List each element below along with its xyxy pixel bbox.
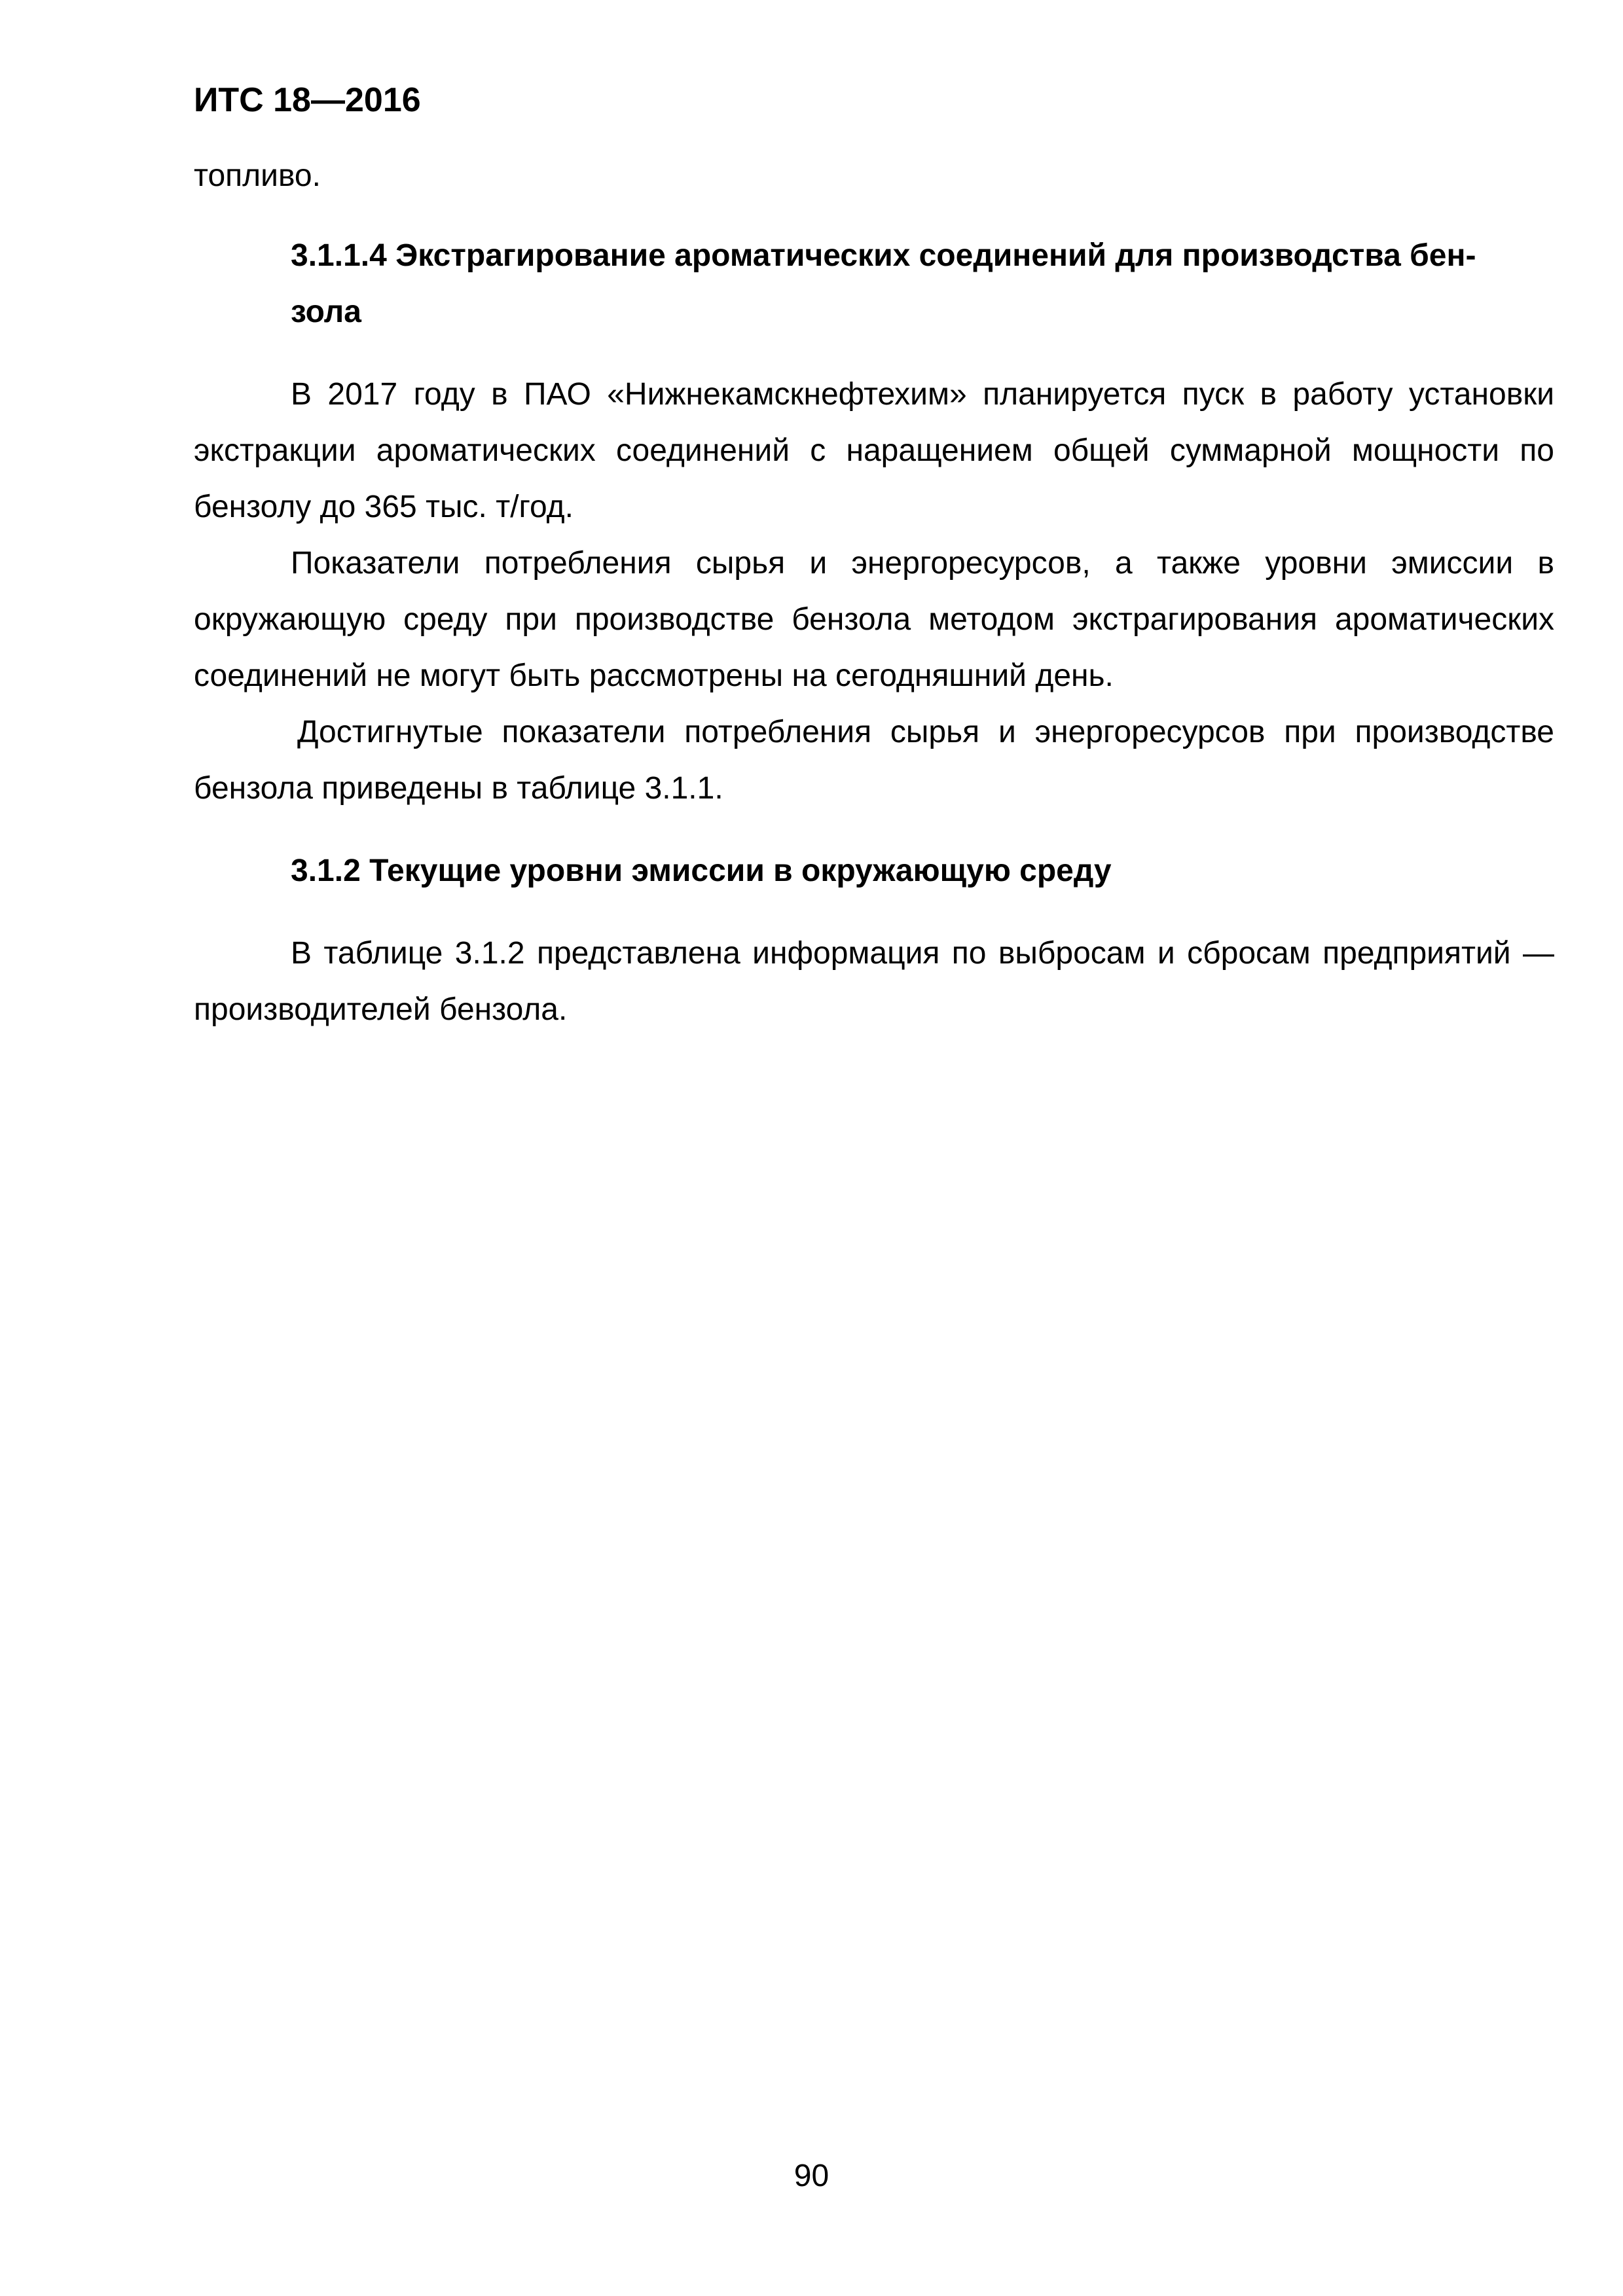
page-number: 90 xyxy=(793,2159,830,2193)
page-content xyxy=(194,148,1554,1038)
document-code-header: ИТС 18—2016 xyxy=(194,81,421,119)
paragraph-emissions-table: В таблице 3.1.2 представлена информация по выбросам и сбросам предприятий — производителей бензола. xyxy=(194,936,1554,1027)
section-heading-3-1-1-4 xyxy=(194,228,1554,340)
paragraph-installation: В 2017 году в ПАО «Нижнекамскнефтехим» планируется пуск в работу установки экстракции ароматических соединений с наращением общей суммарной мощности по бензолу до 365 тыс. т/год. xyxy=(194,377,1554,524)
section-heading-3-1-2: 3.1.2 Текущие уровни эмиссии в окружающую среду xyxy=(291,853,1112,888)
section-heading-line-1: 3.1.1.4 Экстрагирование ароматических соединений для производства бен- xyxy=(291,238,1476,273)
paragraph-indicators: Показатели потребления сырья и энергоресурсов, а также уровни эмиссии в окружающую среду при производстве бензола методом экстрагирования ароматических соединений не могут быть рассмотрены на сегодняшний день. xyxy=(194,546,1554,693)
section-heading-line-2: зола xyxy=(291,295,361,329)
paragraph-achieved-indicators: Достигнутые показатели потребления сырья и энергоресурсов при производстве бензола приведены в таблице 3.1.1. xyxy=(194,715,1554,806)
continuation-text: топливо. xyxy=(194,158,321,193)
